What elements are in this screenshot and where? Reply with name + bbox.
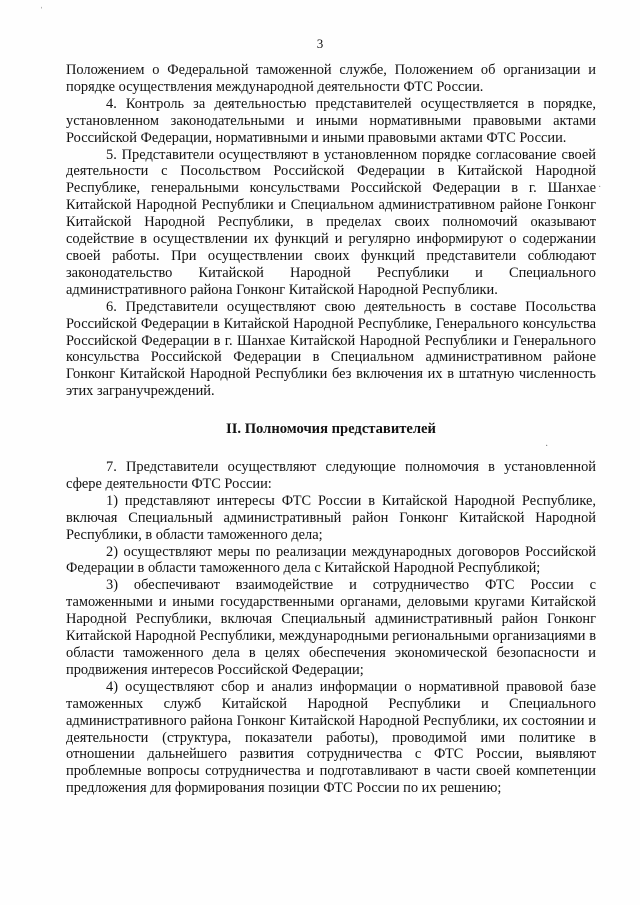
paragraph-6: 6. Представители осуществляют свою деятельность в составе Посольства Российской Федерации в Китайской Народной Республике, Генерального консульства Российской Федерации в г. Шанхае Китайской Народной Республики и Генерального консульства Российской Федерации в Специальном административном районе Гонконг Китайской Народной Республики без включения их в штатную численность этих загранучреждений. <box>66 298 596 400</box>
list-item-4: 4) осуществляют сбор и анализ информации о нормативной правовой базе таможенных служб Китайской Народной Республики и Специального административного района Гонконг Китайской Народной Республики, их состоянии и деятельности (структура, показатели работы), проводимой ими политике в отношении дальнейшего развития сотрудничества с ФТС России, выявляют проблемные вопросы сотрудничества и подготавливают в части своей компетенции предложения для формирования позиции ФТС России по их решению; <box>66 678 596 797</box>
page-number: 3 <box>316 36 324 51</box>
scan-speck: · <box>598 182 602 193</box>
paragraph-continuation: Положением о Федеральной таможенной службе, Положением об организации и порядке осуществления международной деятельности ФТС России. <box>66 62 596 95</box>
list-item-3: 3) обеспечивают взаимодействие и сотрудничество ФТС России с таможенными и иными государственными органами, деловыми кругами Китайской Народной Республики, включая Специальный административный район Гонконг Китайской Народной Республики, международными региональными организациями в области таможенного дела в целях обеспечения экономической безопасности и продвижения интересов Российской Федерации; <box>66 577 596 678</box>
paragraph-4: 4. Контроль за деятельностью представителей осуществляется в порядке, установленном законодательными и иными нормативными правовыми актами Российской Федерации, нормативными и иными правовыми актами ФТС России. <box>66 95 596 146</box>
document-body <box>66 62 596 797</box>
list-item-1: 1) представляют интересы ФТС России в Китайской Народной Республике, включая Специальный административный район Гонконг Китайской Народной Республики, в области таможенного дела; <box>66 492 596 543</box>
section-heading: II. Полномочия представителей <box>226 421 436 438</box>
list-item-2: 2) осуществляют меры по реализации международных договоров Российской Федерации в области таможенного дела с Китайской Народной Республикой; <box>66 543 596 577</box>
scan-speck: ˈ <box>40 6 44 17</box>
paragraph-5: 5. Представители осуществляют в установленном порядке согласование своей деятельности с Посольством Российской Федерации в Китайской Народной Республике, генеральными консульствами Российской Федерации в г. Шанхае Китайской Народной Республики и Специальном административном районе Гонконг Китайской Народной Республики, в пределах своих полномочий оказывают содействие в осуществлении их функций и регулярно информируют о содержании своей работы. При осуществлении своих функций представители соблюдают законодательство Китайской Народной Республики и Специального административного района Гонконг Китайской Народной Республики. <box>66 146 596 298</box>
scan-speck: · <box>545 441 549 452</box>
paragraph-7: 7. Представители осуществляют следующие полномочия в установленной сфере деятельности ФТС России: <box>66 459 596 492</box>
